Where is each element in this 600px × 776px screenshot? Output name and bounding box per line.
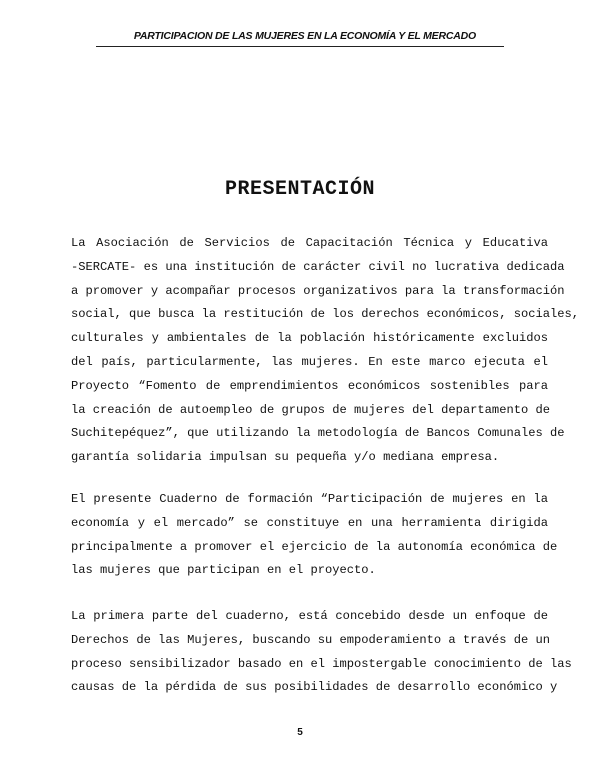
running-header: PARTICIPACION DE LAS MUJERES EN LA ECONOMÍA Y EL MERCADO [133,30,476,42]
paragraph-line: las mujeres que participan en el proyecto. [71,563,376,578]
paragraph-line: Derechos de las Mujeres, buscando su empoderamiento a través de un [71,632,550,647]
paragraph-line: El presente Cuaderno de formación “Participación de mujeres en la [71,492,548,506]
paragraph-line: principalmente a promover el ejercicio de la autonomía económica de [71,539,558,554]
paragraph-line: culturales y ambientales de la población históricamente excluidos [71,331,548,346]
paragraph-line: a promover y acompañar procesos organizativos para la transformación [71,283,565,298]
paragraph-line: causas de la pérdida de sus posibilidades de desarrollo económico y [71,680,558,695]
paragraph-line: garantía solidaria impulsan su pequeña y/o mediana empresa. [71,450,500,465]
paragraph-line: Suchitepéquez”, que utilizando la metodología de Bancos Comunales de [71,426,565,441]
paragraph-2 [71,488,558,583]
paragraph-line: Proyecto “Fomento de emprendimientos económicos sostenibles para [71,378,548,393]
paragraph-line: La Asociación de Servicios de Capacitación Técnica y Educativa [71,236,548,250]
paragraph-line: proceso sensibilizador basado en el impostergable conocimiento de las [71,656,572,671]
paragraph-line: la creación de autoempleo de grupos de mujeres del departamento de [71,402,550,417]
paragraph-line: economía y el mercado” se constituye en una herramienta dirigida [71,515,548,530]
page-number: 5 [297,727,303,738]
paragraph-1 [71,232,580,470]
paragraph-line: social, que busca la restitución de los derechos económicos, sociales, [71,307,580,322]
paragraph-line: La primera parte del cuaderno, está concebido desde un enfoque de [71,609,548,623]
paragraph-line: del país, particularmente, las mujeres. En este marco ejecuta el [71,354,548,369]
paragraph-3 [71,605,572,700]
header-rule [96,46,504,47]
paragraph-line: -SERCATE- es una institución de carácter civil no lucrativa dedicada [71,259,565,274]
page-title: PRESENTACIÓN [224,178,376,201]
